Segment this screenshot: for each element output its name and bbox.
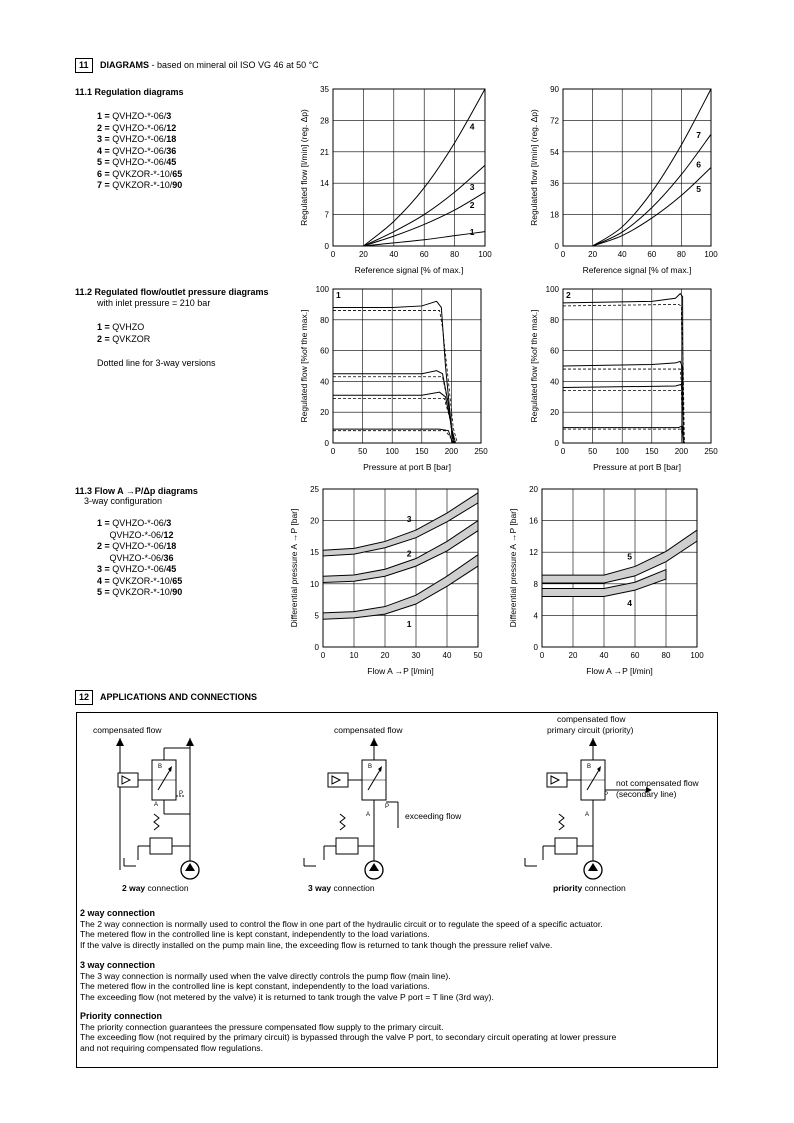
paragraph-heading: Priority connection bbox=[80, 1011, 163, 1021]
section-subtitle: - based on mineral oil ISO VG 46 at 50 °C bbox=[149, 60, 319, 70]
d2-port-a: A bbox=[366, 812, 371, 818]
section-title-diagrams bbox=[100, 59, 319, 72]
d2-top-label: compensated flow bbox=[334, 725, 403, 735]
chart-flow-dp-small bbox=[290, 480, 500, 680]
x-tick-label: 100 bbox=[478, 250, 492, 259]
y-tick-label: 18 bbox=[550, 210, 559, 220]
subsection-11-1-title: 11.1 Regulation diagrams bbox=[75, 87, 184, 97]
y-tick-label: 25 bbox=[310, 485, 319, 494]
diagram-3-way-connection bbox=[290, 718, 490, 896]
y-tick-label: 20 bbox=[550, 408, 559, 418]
x-axis-label: Reference signal [% of max.] bbox=[582, 265, 692, 275]
x-tick-label: 20 bbox=[588, 250, 598, 259]
d3-top-label-1: compensated flow bbox=[557, 714, 626, 724]
flow-dp-legend bbox=[97, 518, 182, 599]
x-tick-label: 250 bbox=[704, 447, 718, 456]
y-tick-label: 100 bbox=[545, 285, 559, 294]
band-5 bbox=[542, 530, 697, 583]
x-tick-label: 80 bbox=[450, 250, 460, 259]
x-tick-label: 10 bbox=[349, 651, 359, 660]
paragraph-heading: 2 way connection bbox=[80, 908, 156, 918]
series-line-2g bbox=[563, 426, 683, 443]
x-tick-label: 50 bbox=[358, 447, 368, 456]
x-tick-label: 30 bbox=[411, 651, 421, 660]
y-tick-label: 35 bbox=[320, 85, 329, 94]
y-tick-label: 10 bbox=[310, 579, 319, 589]
paragraph-line: The 2 way connection is normally used to control the flow in one part of the hydraulic circuit or to regulate the speed of a specific actuator. bbox=[80, 918, 603, 929]
y-axis-label: Differential pressure A →P [bar] bbox=[508, 508, 518, 628]
legend-entry: 2 = QVKZOR bbox=[97, 333, 151, 344]
x-tick-label: 50 bbox=[588, 447, 598, 456]
x-tick-label: 40 bbox=[599, 651, 609, 660]
legend-entry: 7 = QVKZOR-*-10/90 bbox=[97, 180, 183, 190]
legend-entry: 2 = QVHZO-*-06/12 bbox=[97, 122, 177, 133]
x-axis-label: Pressure at port B [bar] bbox=[363, 462, 451, 472]
y-tick-label: 100 bbox=[315, 285, 329, 294]
regulation-legend bbox=[97, 111, 182, 192]
x-tick-label: 50 bbox=[473, 651, 483, 660]
y-tick-label: 0 bbox=[554, 439, 559, 448]
x-tick-label: 20 bbox=[380, 651, 390, 660]
x-tick-label: 40 bbox=[617, 250, 627, 259]
y-tick-label: 12 bbox=[529, 548, 538, 558]
y-tick-label: 90 bbox=[550, 85, 559, 94]
d1-caption: 2 way connection bbox=[122, 883, 189, 893]
x-tick-label: 150 bbox=[415, 447, 429, 456]
series-line-2b bbox=[563, 304, 684, 443]
x-tick-label: 60 bbox=[647, 250, 657, 259]
series-line-2d bbox=[563, 369, 684, 443]
legend-entry: 4 = QVKZOR-*-10/65 bbox=[97, 575, 183, 586]
y-tick-label: 80 bbox=[320, 315, 329, 325]
x-tick-label: 100 bbox=[704, 250, 718, 259]
x-axis-label: Reference signal [% of max.] bbox=[354, 265, 464, 275]
chart-flow-pressure-qvkzor bbox=[520, 280, 730, 480]
paragraph-2-way bbox=[80, 908, 716, 950]
legend-entry: 5 = QVHZO-*-06/45 bbox=[97, 157, 177, 167]
x-tick-label: 0 bbox=[320, 651, 326, 660]
y-axis-label: Regulated flow [l/min] (reg. Δp) bbox=[299, 109, 309, 226]
subsection-11-3-note: 3-way configuration bbox=[84, 496, 163, 506]
y-tick-label: 54 bbox=[550, 147, 559, 157]
y-tick-label: 8 bbox=[533, 579, 538, 589]
diagram-2-way-connection bbox=[80, 718, 280, 896]
d3-side-label-2: (secondary line) bbox=[616, 789, 677, 799]
y-tick-label: 36 bbox=[550, 179, 559, 189]
curve-label: 5 bbox=[627, 551, 632, 562]
d3-side-label-1: not compensated flow bbox=[616, 778, 699, 788]
x-tick-label: 40 bbox=[442, 651, 452, 660]
y-tick-label: 28 bbox=[320, 116, 329, 126]
paragraph-line: The priority connection guarantees the pressure compensated flow supply to the primary circuit. bbox=[80, 1021, 444, 1032]
paragraph-line: The exceeding flow (not required by the primary circuit) is bypassed through the valve P port, to secondary circuit operating at lower pressure bbox=[80, 1032, 617, 1043]
x-tick-label: 200 bbox=[674, 447, 689, 456]
y-tick-label: 0 bbox=[554, 242, 559, 251]
plot-frame bbox=[542, 489, 697, 647]
x-tick-label: 80 bbox=[676, 250, 686, 259]
curve-label: 3 bbox=[469, 181, 475, 192]
chart-flow-dp-large bbox=[510, 480, 725, 680]
series-line-1h bbox=[333, 431, 454, 443]
y-tick-label: 80 bbox=[550, 315, 559, 325]
legend-entry: 4 = QVHZO-*-06/36 bbox=[97, 145, 177, 156]
curve-label: 2 bbox=[565, 290, 571, 301]
x-tick-label: 60 bbox=[419, 250, 429, 259]
y-tick-label: 0 bbox=[533, 643, 538, 652]
d2-side-label: exceeding flow bbox=[405, 811, 462, 821]
x-axis-label: Flow A →P [l/min] bbox=[367, 666, 434, 676]
d3-caption: priority connection bbox=[553, 883, 626, 893]
y-tick-label: 5 bbox=[314, 611, 319, 621]
d3-port-a: A bbox=[585, 812, 590, 818]
series-line-2a bbox=[563, 294, 683, 443]
chart-flow-pressure-qvhzo bbox=[290, 280, 500, 480]
curve-label: 3 bbox=[406, 513, 412, 524]
legend-entry: 1 = QVHZO-*-06/3 bbox=[97, 518, 172, 528]
paragraph-heading: 3 way connection bbox=[80, 960, 156, 970]
series-line-1d bbox=[333, 377, 454, 443]
y-axis-label: Regulated flow [l/min] (reg. Δp) bbox=[529, 109, 539, 226]
chart-regulation-large bbox=[520, 80, 730, 275]
x-tick-label: 100 bbox=[690, 651, 704, 660]
y-axis-label: Differential pressure A →P [bar] bbox=[289, 508, 299, 628]
band-3 bbox=[323, 493, 478, 556]
subsection-11-3-title: 11.3 Flow A →P/Δp diagrams bbox=[75, 486, 198, 496]
dotted-line-note: Dotted line for 3-way versions bbox=[97, 358, 216, 368]
section-number-11: 11 bbox=[75, 58, 93, 73]
series-line-2f bbox=[563, 391, 684, 443]
x-tick-label: 40 bbox=[389, 250, 399, 259]
y-tick-label: 40 bbox=[320, 377, 329, 387]
y-tick-label: 0 bbox=[324, 439, 329, 448]
chart-regulation-small bbox=[290, 80, 500, 275]
y-tick-label: 14 bbox=[320, 179, 329, 189]
y-tick-label: 60 bbox=[550, 346, 559, 356]
curve-label: 7 bbox=[696, 129, 701, 140]
y-tick-label: 4 bbox=[533, 611, 538, 621]
diagram-priority-connection bbox=[500, 712, 714, 896]
d1-top-label: compensated flow bbox=[93, 725, 162, 735]
plot-frame bbox=[333, 89, 485, 246]
y-tick-label: 20 bbox=[529, 485, 538, 494]
curve-label: 1 bbox=[406, 618, 412, 629]
curve-label: 2 bbox=[469, 199, 475, 210]
y-axis-label: Regulated flow [%of the max.] bbox=[299, 309, 309, 423]
y-tick-label: 72 bbox=[550, 116, 559, 126]
legend-entry: 3 = QVHZO-*-06/18 bbox=[97, 134, 177, 144]
x-tick-label: 20 bbox=[358, 250, 368, 259]
series-line-1g bbox=[333, 429, 453, 443]
applications-title: APPLICATIONS AND CONNECTIONS bbox=[100, 692, 258, 702]
x-tick-label: 20 bbox=[568, 651, 578, 660]
section-title-applications bbox=[100, 691, 257, 704]
y-tick-label: 20 bbox=[310, 516, 319, 526]
y-tick-label: 21 bbox=[320, 147, 329, 157]
paragraph-line: The exceeding flow (not metered by the valve) it is returned to tank trough the valve P port = T line (3rd way). bbox=[80, 991, 494, 1002]
curve-label: 2 bbox=[406, 548, 412, 559]
paragraph-line: The metered flow in the controlled line is kept constant, independently to the load variations. bbox=[80, 929, 430, 940]
x-tick-label: 0 bbox=[560, 250, 566, 259]
legend-entry: 5 = QVKZOR-*-10/90 bbox=[97, 587, 183, 597]
x-tick-label: 200 bbox=[444, 447, 459, 456]
flow-pressure-legend bbox=[97, 322, 150, 345]
series-line-1f bbox=[333, 398, 455, 443]
y-tick-label: 40 bbox=[550, 377, 559, 387]
legend-entry: QVHZO-*-06/12 bbox=[109, 529, 174, 540]
section-title-bold: DIAGRAMS bbox=[100, 60, 149, 70]
y-tick-label: 16 bbox=[529, 516, 538, 526]
x-tick-label: 0 bbox=[330, 250, 336, 259]
series-line-2h bbox=[563, 429, 684, 443]
d2-port-p: P bbox=[385, 804, 390, 810]
x-tick-label: 80 bbox=[661, 651, 671, 660]
paragraph-3-way bbox=[80, 960, 716, 1002]
y-axis-label: Regulated flow [%of the max.] bbox=[529, 309, 539, 423]
curve-label: 5 bbox=[696, 183, 701, 194]
legend-entry: 3 = QVHZO-*-06/45 bbox=[97, 564, 177, 574]
plot-frame bbox=[563, 89, 711, 246]
y-tick-label: 20 bbox=[320, 408, 329, 418]
subsection-11-2-note: with inlet pressure = 210 bar bbox=[97, 298, 211, 308]
d2-caption: 3 way connection bbox=[308, 883, 375, 893]
y-tick-label: 0 bbox=[324, 242, 329, 251]
curve-label: 1 bbox=[335, 290, 341, 301]
x-tick-label: 150 bbox=[645, 447, 659, 456]
series-line-1e bbox=[333, 392, 454, 443]
legend-entry: 6 = QVKZOR-*-10/65 bbox=[97, 168, 183, 179]
curve-label: 1 bbox=[469, 226, 475, 237]
legend-entry: 1 = QVHZO-*-06/3 bbox=[97, 111, 172, 121]
y-tick-label: 60 bbox=[320, 346, 329, 356]
legend-entry: 2 = QVHZO-*-06/18 bbox=[97, 541, 177, 551]
curve-label: 4 bbox=[469, 121, 475, 132]
paragraph-line: If the valve is directly installed on the pump main line, the exceeding flow is returned to tank though the pressure relief valve. bbox=[80, 939, 553, 950]
x-tick-label: 100 bbox=[385, 447, 399, 456]
subsection-11-2-title: 11.2 Regulated flow/outlet pressure diagrams bbox=[75, 287, 269, 297]
d1-port-a: A bbox=[154, 802, 159, 808]
x-axis-label: Pressure at port B [bar] bbox=[593, 462, 681, 472]
d1-port-p: P bbox=[179, 791, 184, 797]
x-tick-label: 0 bbox=[330, 447, 336, 456]
x-tick-label: 0 bbox=[539, 651, 545, 660]
paragraph-line: The metered flow in the controlled line is kept constant, independently to the load variations. bbox=[80, 981, 430, 992]
d3-top-label-2: primary circuit (priority) bbox=[547, 725, 634, 735]
x-tick-label: 60 bbox=[630, 651, 640, 660]
d2-port-b: B bbox=[368, 764, 373, 770]
x-axis-label: Flow A →P [l/min] bbox=[586, 666, 653, 676]
legend-entry: 1 = QVHZO bbox=[97, 322, 145, 332]
d1-port-b: B bbox=[158, 764, 163, 770]
d3-port-b: B bbox=[587, 764, 592, 770]
x-tick-label: 250 bbox=[474, 447, 488, 456]
paragraph-line: and not requiring compensated flow regulations. bbox=[80, 1042, 263, 1053]
y-tick-label: 15 bbox=[310, 548, 319, 558]
series-line-1a bbox=[333, 301, 456, 443]
series-line-2c bbox=[563, 361, 683, 443]
series-line-2e bbox=[563, 384, 683, 443]
x-tick-label: 100 bbox=[615, 447, 629, 456]
section-number-12: 12 bbox=[75, 690, 93, 705]
paragraph-line: The 3 way connection is normally used when the valve directly controls the pump flow (main line). bbox=[80, 970, 451, 981]
legend-entry: QVHZO-*-06/36 bbox=[109, 552, 174, 563]
d3-port-p: P bbox=[604, 792, 609, 798]
y-tick-label: 7 bbox=[324, 210, 329, 220]
plot-frame bbox=[333, 289, 481, 443]
paragraph-priority bbox=[80, 1011, 716, 1053]
x-tick-label: 0 bbox=[560, 447, 566, 456]
curve-label: 4 bbox=[627, 597, 632, 608]
y-tick-label: 0 bbox=[314, 643, 319, 652]
curve-label: 6 bbox=[696, 159, 701, 170]
